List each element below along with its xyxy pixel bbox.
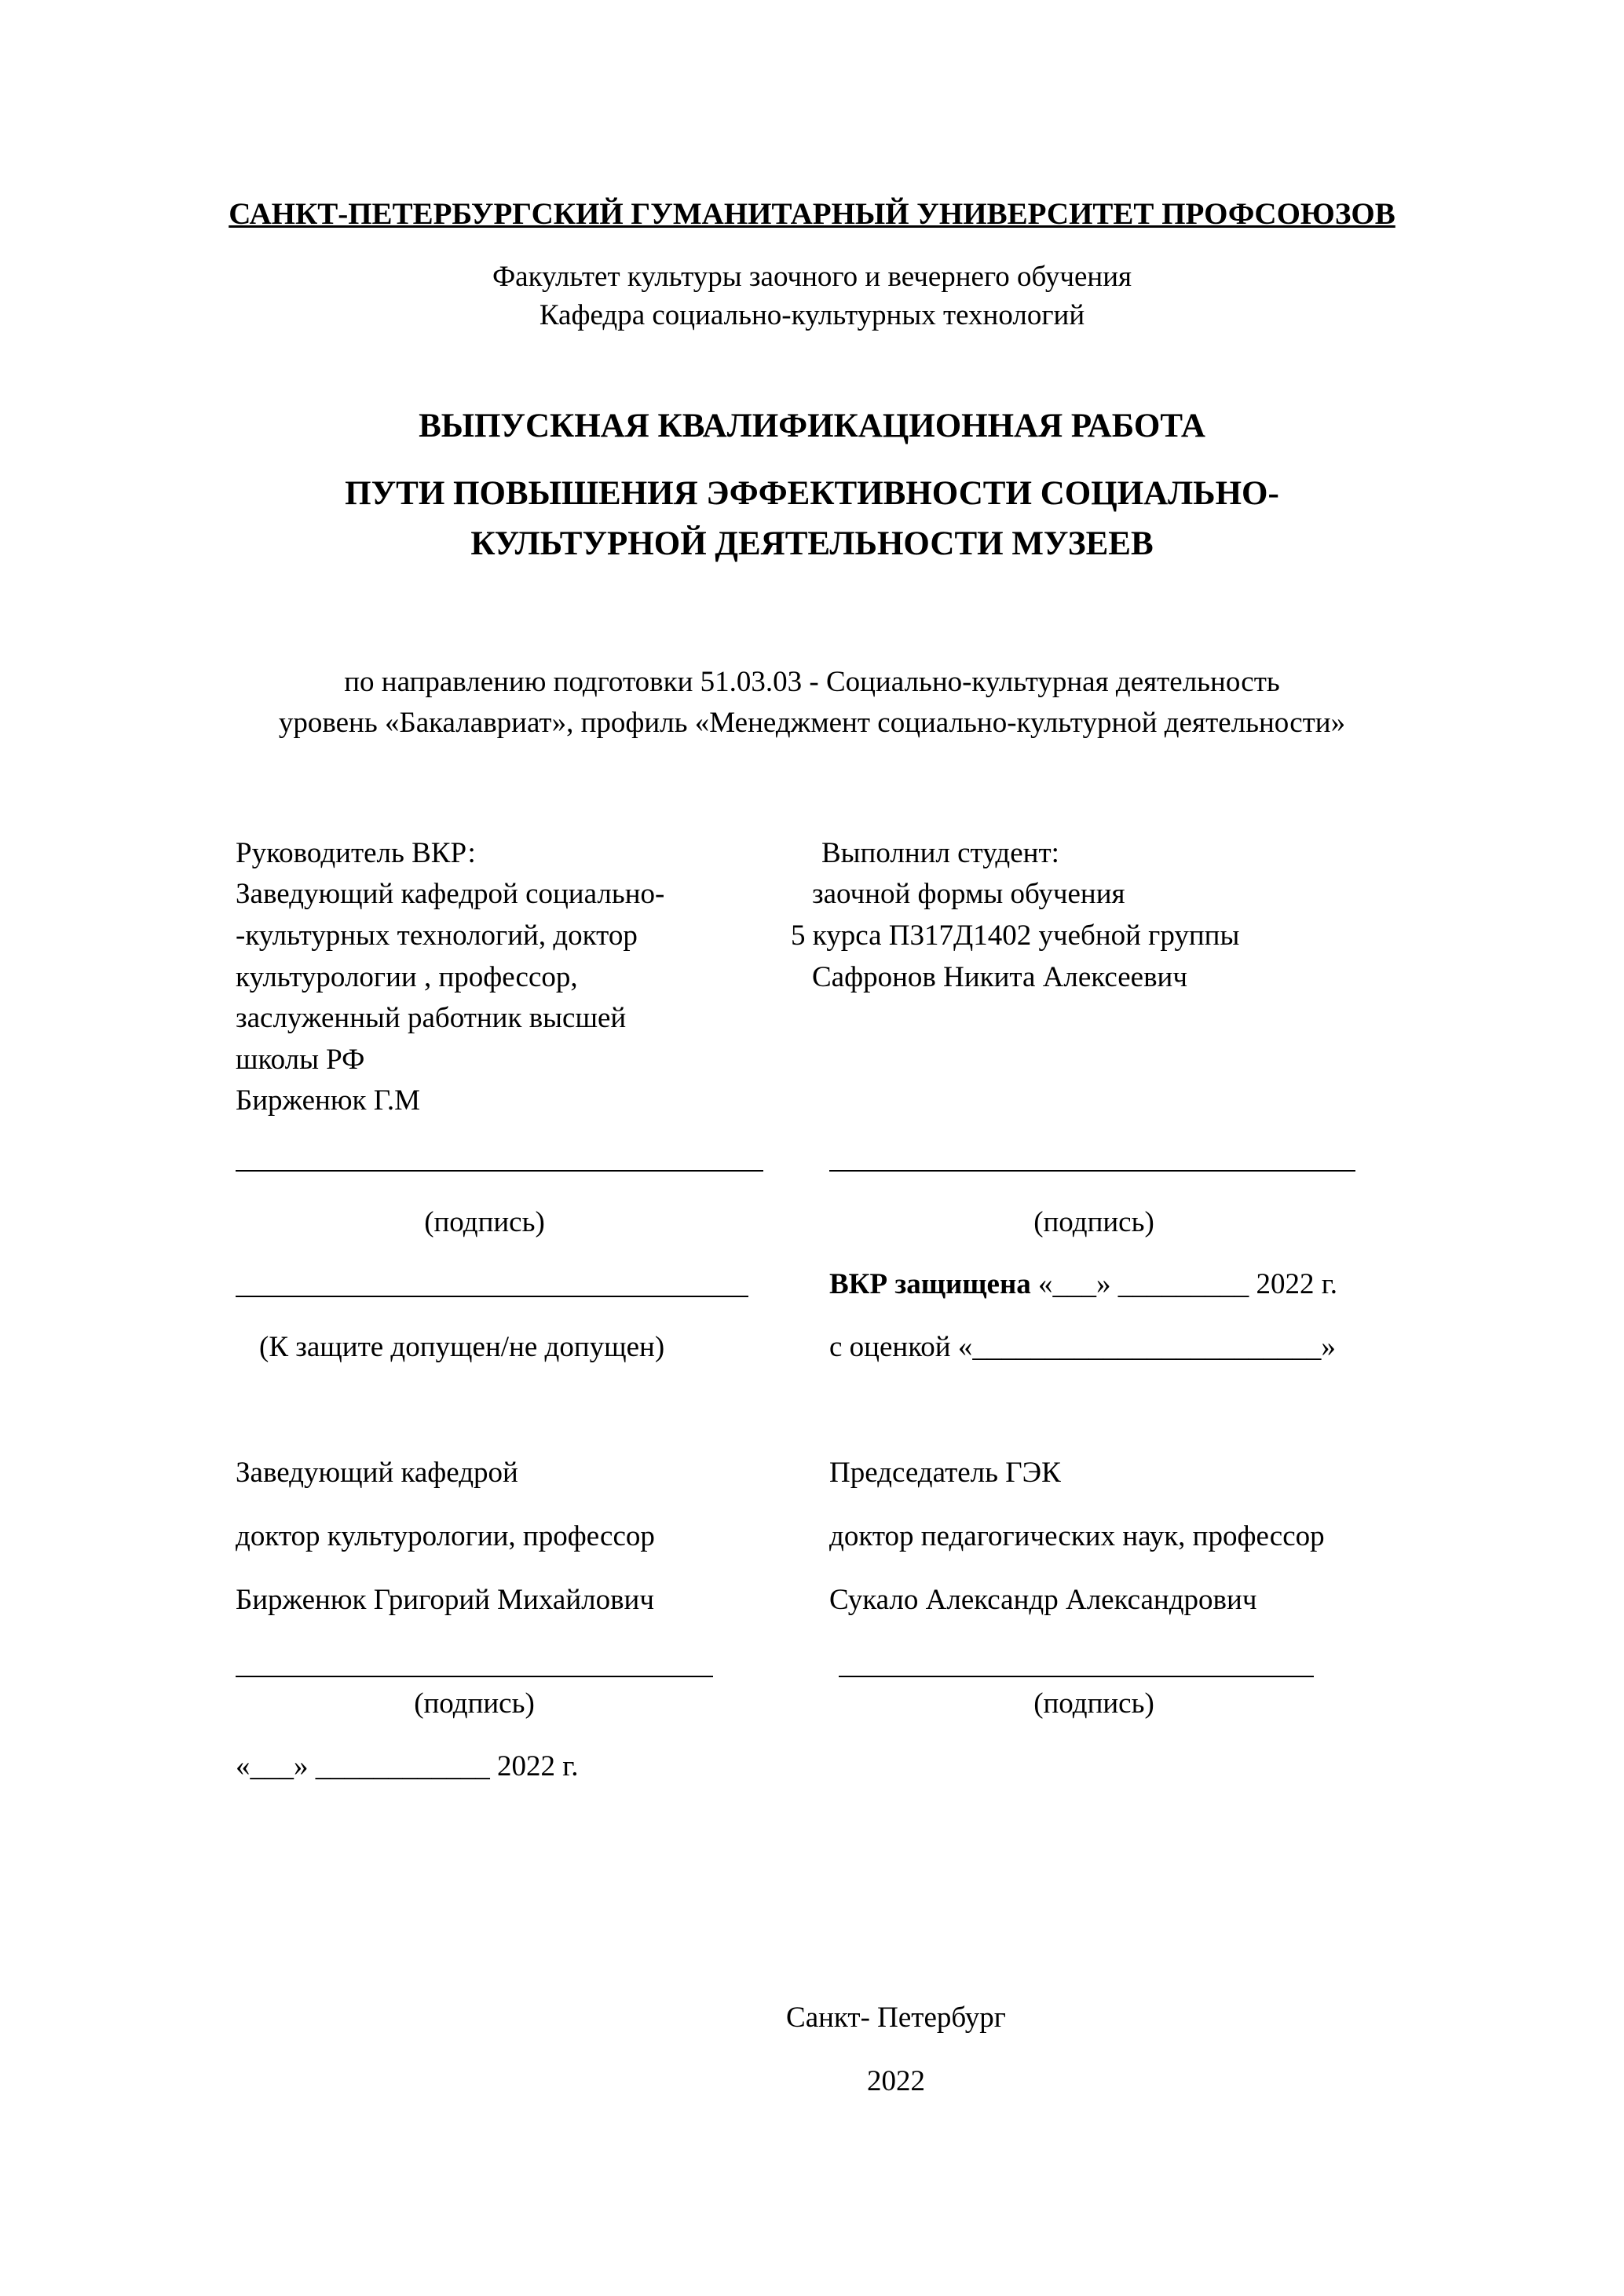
head-line: доктор культурологии, профессор bbox=[236, 1520, 655, 1552]
faculty-name: Факультет культуры заочного и вечернего обучения bbox=[492, 261, 1132, 293]
supervisor-line: Бирженюк Г.М bbox=[236, 1084, 421, 1117]
head-line: Бирженюк Григорий Михайлович bbox=[236, 1584, 654, 1616]
defense-status bbox=[829, 1265, 1337, 1304]
defended-label: ВКР защищена bbox=[829, 1268, 1031, 1300]
chair-line: Сукало Александр Александрович bbox=[829, 1584, 1257, 1616]
university-name: САНКТ-ПЕТЕРБУРГСКИЙ ГУМАНИТАРНЫЙ УНИВЕРСИТЕТ ПРОФСОЮЗОВ bbox=[229, 197, 1395, 231]
student-signature-label: (подпись) bbox=[1033, 1206, 1154, 1238]
program-line-2: уровень «Бакалавриат», профиль «Менеджмент социально-культурной деятельности» bbox=[278, 707, 1346, 739]
head-signature-date: «___» ____________ 2022 г. bbox=[236, 1750, 579, 1782]
chair-line: Председатель ГЭК bbox=[829, 1457, 1061, 1489]
grade-field: с оценкой «________________________» bbox=[829, 1331, 1336, 1363]
supervisor-signature-label: (подпись) bbox=[424, 1206, 545, 1238]
department-name: Кафедра социально-культурных технологий bbox=[539, 299, 1085, 331]
admission-label: (К защите допущен/не допущен) bbox=[259, 1331, 665, 1363]
supervisor-line: заслуженный работник высшей bbox=[236, 1002, 627, 1034]
supervisor-signature-line bbox=[236, 1170, 763, 1172]
defense-date: «___» _________ 2022 г. bbox=[1030, 1268, 1338, 1300]
work-type: ВЫПУСКНАЯ КВАЛИФИКАЦИОННАЯ РАБОТА bbox=[419, 408, 1205, 444]
program-line-1: по направлению подготовки 51.03.03 - Социально-культурная деятельность bbox=[344, 666, 1280, 698]
student-signature-line bbox=[829, 1170, 1355, 1172]
supervisor-line: Заведующий кафедрой социально- bbox=[236, 878, 665, 910]
chair-signature-label: (подпись) bbox=[1033, 1687, 1154, 1720]
chair-signature-line bbox=[839, 1676, 1314, 1677]
chair-line: доктор педагогических наук, профессор bbox=[829, 1520, 1325, 1552]
supervisor-line: Руководитель ВКР: bbox=[236, 837, 476, 869]
head-line: Заведующий кафедрой bbox=[236, 1457, 518, 1489]
city: Санкт- Петербург bbox=[786, 2002, 1006, 2034]
student-line: заочной формы обучения bbox=[812, 878, 1125, 910]
year: 2022 bbox=[867, 2065, 925, 2097]
topic-line-1: ПУТИ ПОВЫШЕНИЯ ЭФФЕКТИВНОСТИ СОЦИАЛЬНО- bbox=[345, 475, 1279, 512]
supervisor-line: школы РФ bbox=[236, 1044, 365, 1076]
head-signature-label: (подпись) bbox=[414, 1687, 535, 1720]
topic-line-2: КУЛЬТУРНОЙ ДЕЯТЕЛЬНОСТИ МУЗЕЕВ bbox=[470, 525, 1154, 562]
admission-signature-line bbox=[236, 1296, 748, 1297]
student-line: Выполнил студент: bbox=[821, 837, 1059, 869]
student-line: Сафронов Никита Алексеевич bbox=[812, 961, 1187, 993]
head-signature-line bbox=[236, 1676, 713, 1677]
supervisor-line: культурологии , профессор, bbox=[236, 961, 578, 993]
student-line: 5 курса П317Д1402 учебной группы bbox=[791, 919, 1240, 952]
supervisor-line: -культурных технологий, доктор bbox=[236, 919, 638, 952]
